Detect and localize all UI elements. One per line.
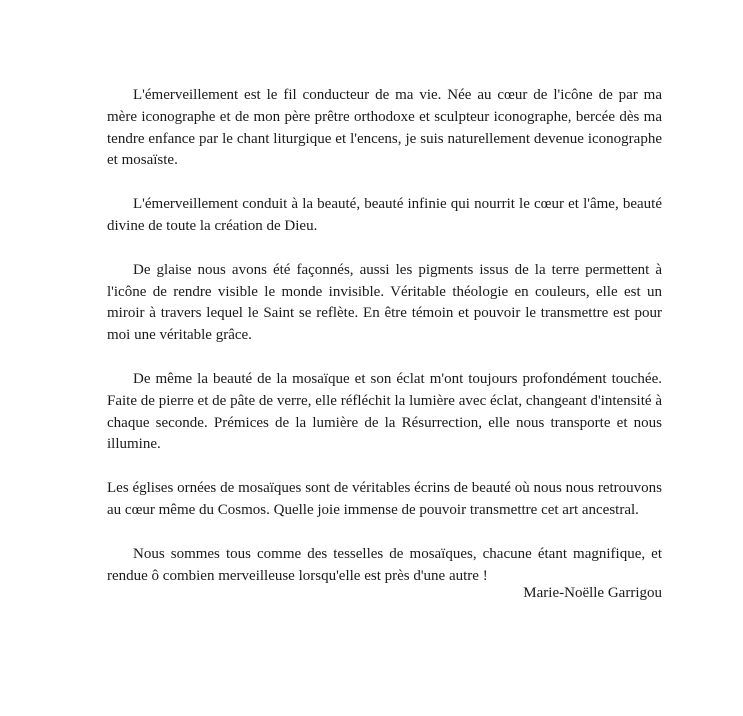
paragraph-4: De même la beauté de la mosaïque et son éclat m'ont toujours profondément touchée. Faite de pierre et de pâte de verre, elle réfléchit la lumière avec éclat, changeant d'intensité à chaque seconde. Prémices de la lumière de la Résurrection, elle nous transporte et nous illumine. bbox=[107, 370, 662, 453]
paragraph-5: Les églises ornées de mosaïques sont de véritables écrins de beauté où nous nous retrouvons au cœur même du Cosmos. Quelle joie immense de pouvoir transmettre cet art ancestral. bbox=[107, 480, 662, 518]
paragraph-6: Nous sommes tous comme des tesselles de mosaïques, chacune étant magnifique, et rendue ô combien merveilleuse lorsqu'elle est près d'une autre ! bbox=[107, 545, 662, 584]
paragraph-3: De glaise nous avons été façonnés, aussi les pigments issus de la terre permettent à l'icône de rendre visible le monde invisible. Véritable théologie en couleurs, elle est un miroir à travers lequel le Saint se reflète. En être témoin et pouvoir le transmettre est pour moi une véritable grâce. bbox=[107, 261, 662, 344]
paragraph-1: L'émerveillement est le fil conducteur de ma vie. Née au cœur de l'icône de par ma mère iconographe et de mon père prêtre orthodoxe et sculpteur iconographe, bercée dès ma tendre enfance par le chant liturgique et l'encens, je suis naturellement devenue iconographe et mosaïste. bbox=[107, 87, 662, 169]
signature: Marie-Noëlle Garrigou bbox=[523, 585, 662, 601]
paragraph-2: L'émerveillement conduit à la beauté, beauté infinie qui nourrit le cœur et l'âme, beauté divine de toute la création de Dieu. bbox=[107, 196, 662, 234]
document-body bbox=[107, 85, 662, 609]
